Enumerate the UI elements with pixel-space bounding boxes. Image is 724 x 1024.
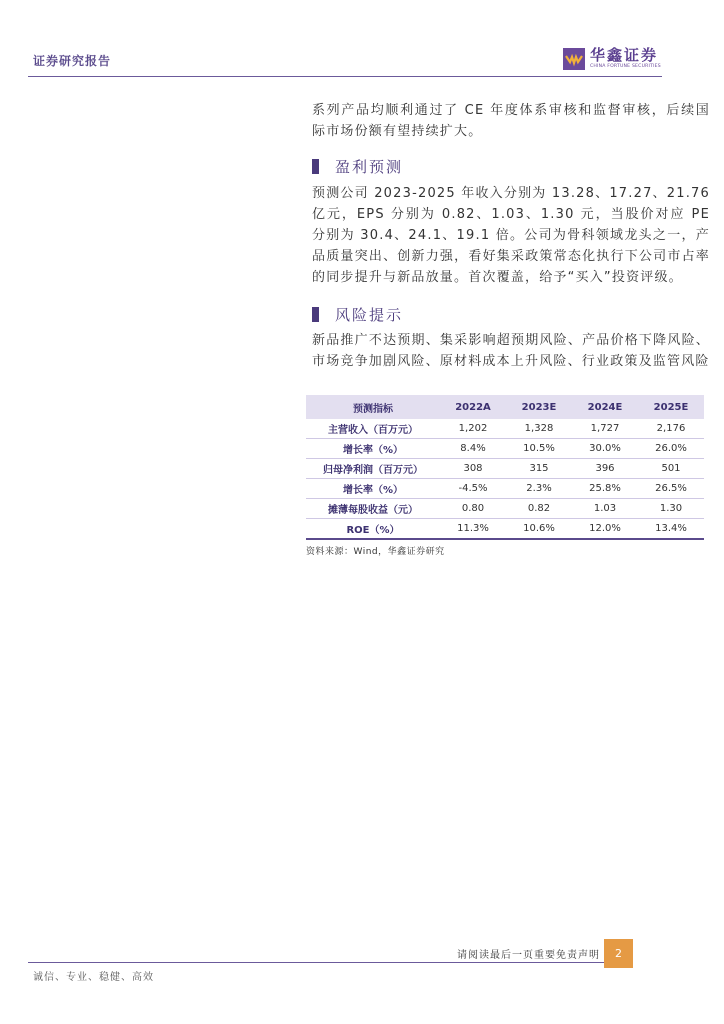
table-cell: 1,727 <box>572 419 638 439</box>
risk-title: 风险提示 <box>335 305 404 324</box>
forecast-section-heading <box>312 155 710 177</box>
disclaimer-note: 请阅读最后一页重要免责声明 <box>457 950 600 961</box>
table-cell: 1.30 <box>638 499 704 519</box>
row-label: 增长率（%） <box>306 479 440 499</box>
logo-mark-icon <box>563 48 585 70</box>
logo-chinese-name: 华鑫证券 <box>590 46 659 64</box>
table-row <box>306 459 704 479</box>
row-label: 摊薄每股收益（元） <box>306 499 440 519</box>
table-row <box>306 419 704 439</box>
report-type-label: 证券研究报告 <box>33 54 112 68</box>
table-row <box>306 439 704 459</box>
table-cell: 30.0% <box>572 439 638 459</box>
table-header-row <box>306 395 704 419</box>
table-cell: 12.0% <box>572 519 638 540</box>
table-cell: 26.0% <box>638 439 704 459</box>
page-number-badge: 2 <box>604 939 633 968</box>
header-divider <box>28 76 662 77</box>
table-row <box>306 479 704 499</box>
table-cell: 10.6% <box>506 519 572 540</box>
table-header-cell: 2022A <box>440 395 506 419</box>
main-content <box>312 100 710 372</box>
table-row <box>306 519 704 540</box>
table-cell: 2,176 <box>638 419 704 439</box>
table-cell: 315 <box>506 459 572 479</box>
risk-paragraph: 新品推广不达预期、集采影响超预期风险、产品价格下降风险、市场竞争加剧风险、原材料成本上升风险、行业政策及监管风险 <box>312 333 710 369</box>
table-source-note: 资料来源：Wind，华鑫证券研究 <box>306 547 445 557</box>
table-cell: 11.3% <box>440 519 506 540</box>
table-header-cell: 2024E <box>572 395 638 419</box>
intro-paragraph: 系列产品均顺利通过了 CE 年度体系审核和监督审核，后续国际市场份额有望持续扩大。 <box>312 103 710 139</box>
table-row <box>306 499 704 519</box>
row-label: 增长率（%） <box>306 439 440 459</box>
company-logo <box>563 47 673 73</box>
table-cell: 308 <box>440 459 506 479</box>
table-cell: 0.80 <box>440 499 506 519</box>
table-header-cell: 2025E <box>638 395 704 419</box>
company-slogan: 诚信、专业、稳健、高效 <box>33 972 154 983</box>
table-cell: 0.82 <box>506 499 572 519</box>
table-cell: 501 <box>638 459 704 479</box>
logo-english-name: CHINA FORTUNE SECURITIES <box>590 64 661 69</box>
table-cell: 2.3% <box>506 479 572 499</box>
forecast-table-block <box>306 395 704 557</box>
table-cell: 25.8% <box>572 479 638 499</box>
footer-divider <box>28 962 604 963</box>
forecast-paragraph: 预测公司 2023-2025 年收入分别为 13.28、17.27、21.76 亿元，EPS 分别为 0.82、1.03、1.30 元，当股价对应 PE 分别为 30.4、24.1、19.1 倍。公司为骨科领域龙头之一，产品质量突出、创新力强，看好集采政策常态化执行下公司市占率的同步提升与新品放量。首次覆盖，给予“买入”投资评级。 <box>312 186 710 285</box>
table-header-cell: 2023E <box>506 395 572 419</box>
risk-section-heading <box>312 303 710 325</box>
section-marker-icon <box>312 159 319 174</box>
table-cell: 26.5% <box>638 479 704 499</box>
table-cell: 1,202 <box>440 419 506 439</box>
forecast-table <box>306 395 704 540</box>
row-label: ROE（%） <box>306 519 440 540</box>
section-marker-icon <box>312 307 319 322</box>
table-cell: -4.5% <box>440 479 506 499</box>
table-cell: 1.03 <box>572 499 638 519</box>
table-header-cell: 预测指标 <box>306 395 440 419</box>
table-cell: 1,328 <box>506 419 572 439</box>
table-cell: 8.4% <box>440 439 506 459</box>
forecast-title: 盈利预测 <box>335 157 404 176</box>
row-label: 归母净利润（百万元） <box>306 459 440 479</box>
table-cell: 396 <box>572 459 638 479</box>
table-cell: 13.4% <box>638 519 704 540</box>
table-cell: 10.5% <box>506 439 572 459</box>
row-label: 主营收入（百万元） <box>306 419 440 439</box>
